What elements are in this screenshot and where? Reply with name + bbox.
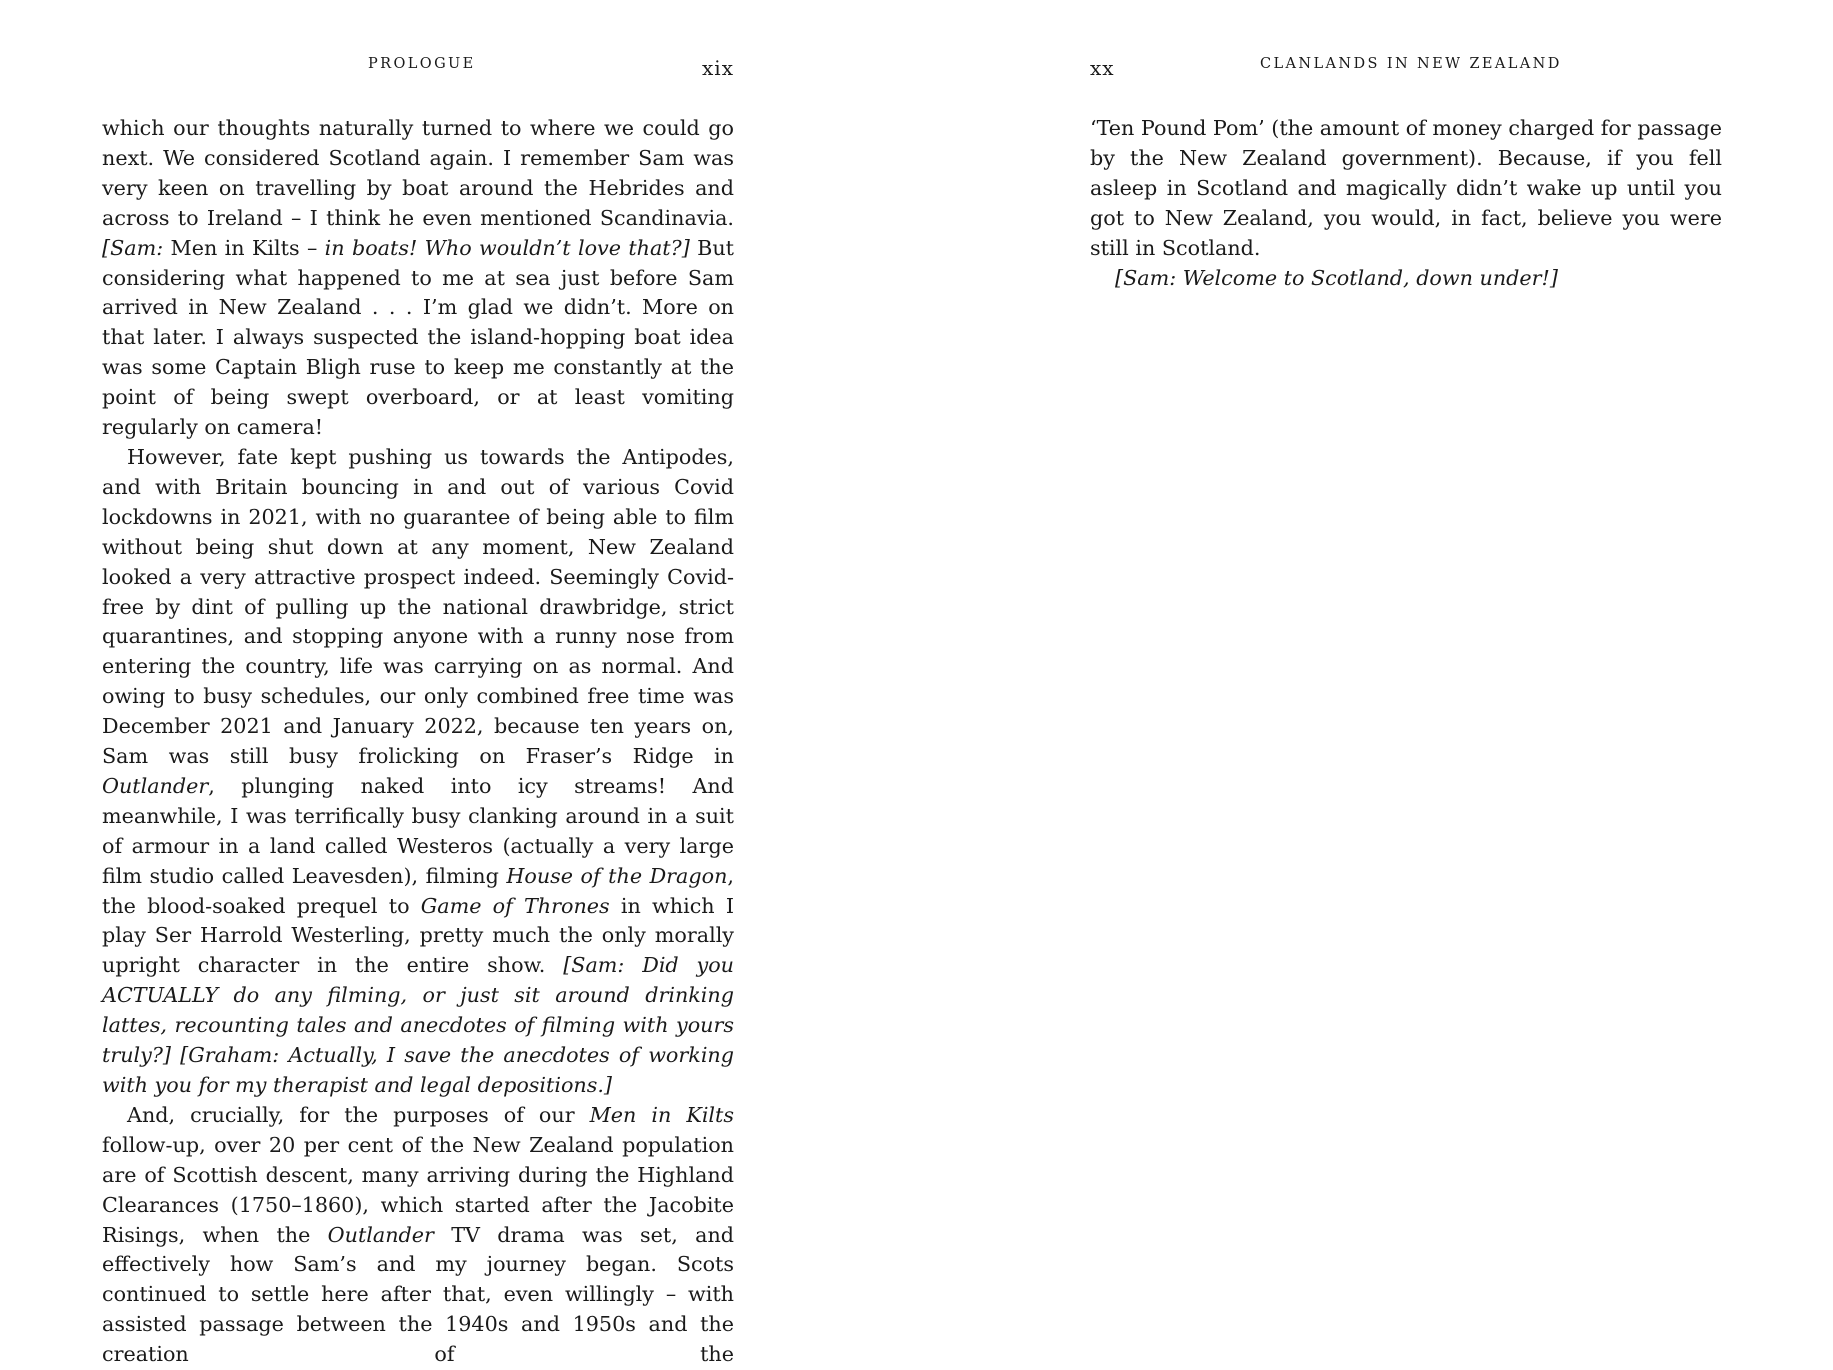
text-run: However, fate kept pushing us towards the Antipodes, and with Britain bouncing in and out of various Covid lockdowns in 2021, with no guarantee of being able to film without being shut down at any moment, New Zealand looked a very attractive prospect indeed. Seemingly Covid-free by dint of pulling up the national drawbridge, strict quarantines, and stopping anyone with a runny nose from entering the country, life was carrying on as normal. And owing to busy schedules, our only combined free time was December 2021 and January 2022, because ten years on, Sam was still busy frolicking on Fraser’s Ridge in xyxy=(102,444,734,769)
running-head-title: PROLOGUE xyxy=(368,56,476,72)
text-run: which our thoughts naturally turned to where we could go next. We considered Scotland again. I remember Sam was very keen on travelling by boat around the Hebrides and across to Ireland – I think he even mentioned Scandinavia. xyxy=(102,116,734,230)
text-run: TV drama was set, and effectively how Sam’s and my journey began. Scots continued to settle here after that, even willingly – with assisted passage between the 1940s and 1950s and the creation of the xyxy=(102,1222,735,1367)
running-head xyxy=(1090,56,1722,80)
text-run: follow-up, over 20 per cent of the New Zealand population are of Scottish descent, many arriving during the Highland Clearances (1750–1860), which started after the Jacobite Risings, when the xyxy=(102,1132,734,1247)
italic-run: in boats! Who wouldn’t love that?] xyxy=(324,235,690,260)
italic-run: [Sam: xyxy=(102,235,164,260)
italic-run: [Sam: Welcome to Scotland, down under!] xyxy=(1115,265,1558,290)
paragraph xyxy=(102,1101,734,1370)
italic-run: [Sam: Did you ACTUALLY do any filming, or just sit around drinking lattes, recounting tales and anecdotes of filming with yours truly?] [Graham: Actually, I save the anecdotes of working with you for my therapist and legal depositions.] xyxy=(102,953,734,1097)
text-run: And, crucially, for the purposes of our xyxy=(127,1102,590,1127)
paragraph xyxy=(1090,264,1722,294)
italic-run: Men in Kilts xyxy=(589,1102,734,1127)
italic-run: Game of Thrones xyxy=(420,893,610,918)
italic-run: House of the Dragon xyxy=(506,863,728,888)
text-run: , the blood-soaked prequel to xyxy=(102,863,734,918)
page-number: xix xyxy=(702,56,734,80)
running-head-title: CLANLANDS IN NEW ZEALAND xyxy=(1260,56,1562,72)
paragraph xyxy=(1090,114,1722,264)
text-run: ‘Ten Pound Pom’ (the amount of money charged for passage by the New Zealand government). Because, if you fell asleep in Scotland and magically didn’t wake up until you got to New Zealand, you would, in fact, believe you were still in Scotland. xyxy=(1090,116,1722,260)
running-head xyxy=(102,56,734,80)
body-text xyxy=(102,114,734,1370)
italic-run: Outlander xyxy=(327,1222,434,1247)
text-run: , plunging naked into icy streams! And meanwhile, I was terrifically busy clanking around in a suit of armour in a land called Westeros (actually a very large film studio called Leavesden), filming xyxy=(102,773,734,888)
text-run: Men in Kilts – xyxy=(163,235,325,260)
italic-run: Outlander xyxy=(102,773,209,798)
paragraph xyxy=(102,443,734,1101)
text-run: in which I play Ser Harrold Westerling, pretty much the only morally upright character in the entire show. xyxy=(102,893,734,978)
page-number: xx xyxy=(1090,56,1115,80)
paragraph xyxy=(102,114,734,443)
text-run: But considering what happened to me at sea just before Sam arrived in New Zealand . . . I’m glad we didn’t. More on that later. I always suspected the island-hopping boat idea was some Captain Bligh ruse to keep me constantly at the point of being swept overboard, or at least vomiting regularly on camera! xyxy=(102,235,734,440)
body-text xyxy=(1090,114,1722,293)
